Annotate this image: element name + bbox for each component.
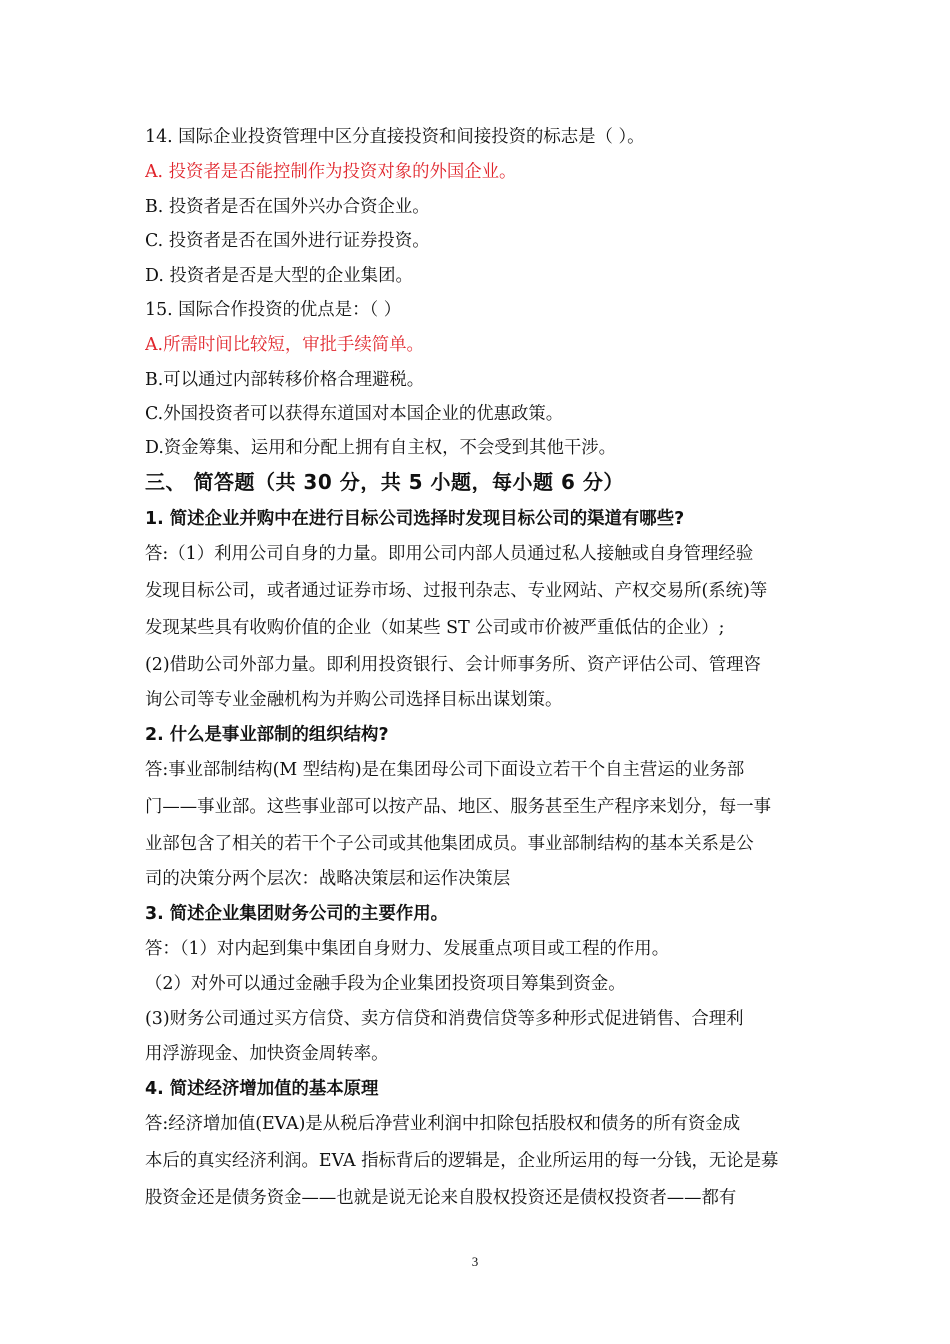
q14-option-c: C. 投资者是否在国外进行证券投资。 xyxy=(145,231,430,251)
sa4-answer-line: 答:经济增加值(EVA)是从税后净营业利润中扣除包括股权和债务的所有资金成 xyxy=(145,1114,741,1134)
sa2-answer-line: 答:事业部制结构(M 型结构)是在集团母公司下面设立若干个自主营运的业务部 xyxy=(145,760,745,780)
q15-stem: 15. 国际合作投资的优点是：（ ） xyxy=(145,300,402,320)
q15-option-a: A.所需时间比较短，审批手续简单。 xyxy=(145,335,424,355)
section-title: 三、 简答题（共 30 分，共 5 小题，每小题 6 分） xyxy=(145,471,624,493)
sa3-answer-line: 答：（1）对内起到集中集团自身财力、发展重点项目或工程的作用。 xyxy=(145,939,670,959)
sa2-answer-line: 门——事业部。这些事业部可以按产品、地区、服务甚至生产程序来划分，每一事 xyxy=(145,797,772,817)
q15-option-c: C.外国投资者可以获得东道国对本国企业的优惠政策。 xyxy=(145,404,564,424)
sa1-question: 1. 简述企业并购中在进行目标公司选择时发现目标公司的渠道有哪些? xyxy=(145,509,685,529)
sa4-answer-line: 本后的真实经济利润。EVA 指标背后的逻辑是，企业所运用的每一分钱，无论是募 xyxy=(145,1151,779,1171)
sa4-answer-line: 股资金还是债务资金——也就是说无论来自股权投资还是债权投资者——都有 xyxy=(145,1188,737,1208)
sa2-answer-line: 业部包含了相关的若干个子公司或其他集团成员。事业部制结构的基本关系是公 xyxy=(145,834,754,854)
q14-stem: 14. 国际企业投资管理中区分直接投资和间接投资的标志是（ ）。 xyxy=(145,127,645,147)
sa3-question: 3. 简述企业集团财务公司的主要作用。 xyxy=(145,904,449,924)
sa3-answer-line: （2）对外可以通过金融手段为企业集团投资项目筹集到资金。 xyxy=(145,974,626,994)
sa3-answer-line: 用浮游现金、加快资金周转率。 xyxy=(145,1044,389,1064)
sa2-answer-line: 司的决策分两个层次：战略决策层和运作决策层 xyxy=(145,869,511,889)
page-number: 3 xyxy=(471,1254,479,1269)
sa1-answer-line: 发现某些具有收购价值的企业（如某些 ST 公司或市价被严重低估的企业）; xyxy=(145,618,725,638)
sa4-question: 4. 简述经济增加值的基本原理 xyxy=(145,1079,379,1099)
sa1-answer-line: (2)借助公司外部力量。即利用投资银行、会计师事务所、资产评估公司、管理咨 xyxy=(145,655,761,675)
sa2-question: 2. 什么是事业部制的组织结构? xyxy=(145,725,389,745)
q14-option-d: D. 投资者是否是大型的企业集团。 xyxy=(145,266,413,286)
sa3-answer-line: (3)财务公司通过买方信贷、卖方信贷和消费信贷等多种形式促进销售、合理利 xyxy=(145,1009,744,1029)
q14-option-a: A. 投资者是否能控制作为投资对象的外国企业。 xyxy=(145,162,517,182)
sa1-answer-line: 发现目标公司，或者通过证券市场、过报刊杂志、专业网站、产权交易所(系统)等 xyxy=(145,581,768,601)
q15-option-b: B.可以通过内部转移价格合理避税。 xyxy=(145,370,425,390)
sa1-answer-line: 询公司等专业金融机构为并购公司选择目标出谋划策。 xyxy=(145,690,563,710)
sa1-answer-line: 答:（1）利用公司自身的力量。即用公司内部人员通过私人接触或自身管理经验 xyxy=(145,544,754,564)
q15-option-d: D.资金筹集、运用和分配上拥有自主权，不会受到其他干涉。 xyxy=(145,438,617,458)
q14-option-b: B. 投资者是否在国外兴办合资企业。 xyxy=(145,197,430,217)
